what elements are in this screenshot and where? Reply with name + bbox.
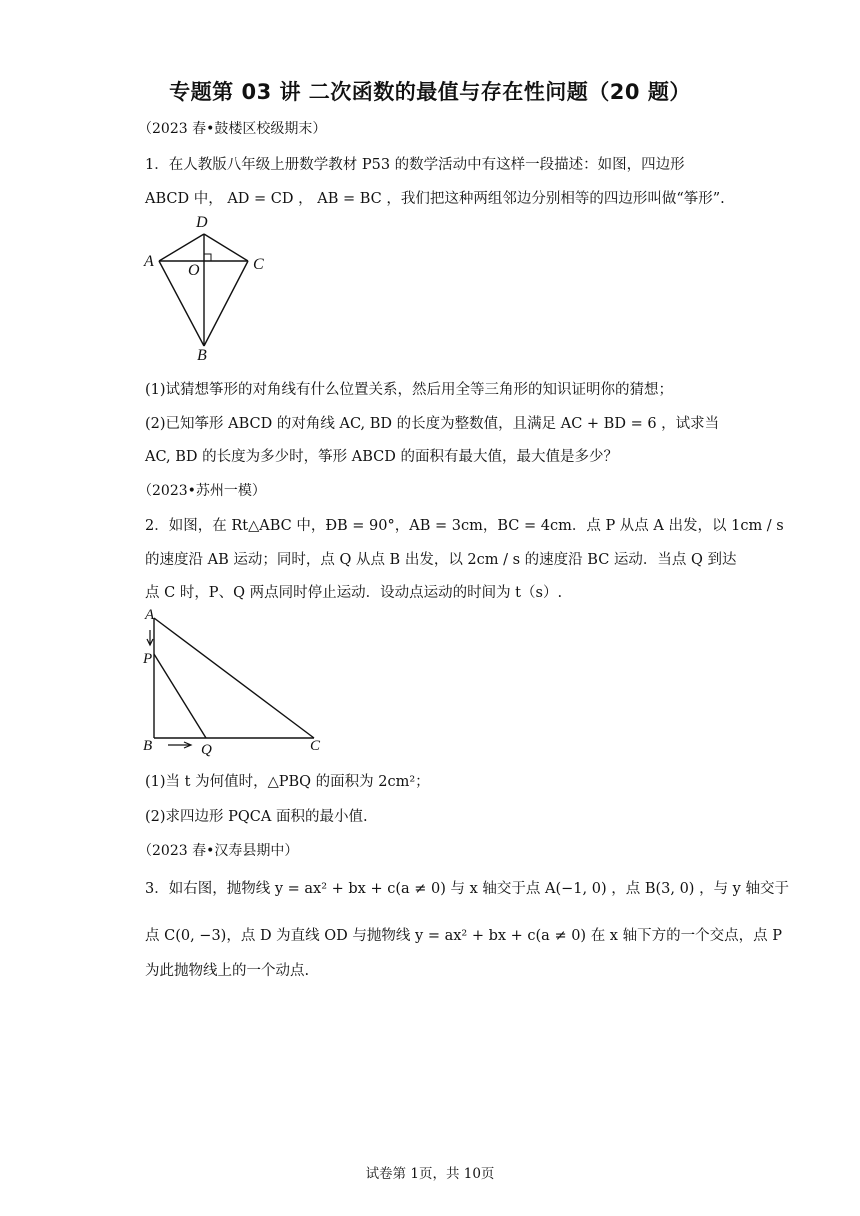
label-B: B xyxy=(143,738,153,754)
label-A: A xyxy=(145,607,155,623)
right-triangle-figure xyxy=(138,604,338,760)
q2-line2: 的速度沿 AB 运动；同时，点 Q 从点 B 出发，以 2cm / s 的速度沿 BC 运动．当点 Q 到达 xyxy=(145,552,737,568)
q3-line2: 点 C(0, −3)，点 D 为直线 OD 与抛物线 y = ax² + bx + c(a ≠ 0) 在 x 轴下方的一个交点，点 P xyxy=(145,928,782,944)
q1-part1: (1)试猜想筝形的对角线有什么位置关系，然后用全等三角形的知识证明你的猜想； xyxy=(145,382,674,398)
label-C: C xyxy=(310,738,321,754)
page-footer: 试卷第 1页，共 10页 xyxy=(365,1166,495,1182)
q3-source: （2023 春•汉寿县期中） xyxy=(138,843,299,859)
label-Q: Q xyxy=(201,742,212,758)
label-O: O xyxy=(188,262,200,279)
q1-line1: 1．在人教版八年级上册数学教材 P53 的数学活动中有这样一段描述：如图，四边形 xyxy=(145,157,685,173)
page-title: 专题第 03 讲 二次函数的最值与存在性问题（20 题） xyxy=(169,80,691,104)
q1-part2a: (2)已知筝形 ABCD 的对角线 AC, BD 的长度为整数值，且满足 AC + BD = 6 ，试求当 xyxy=(145,416,720,432)
q3-line1: 3．如右图，抛物线 y = ax² + bx + c(a ≠ 0) 与 x 轴交于点 A(−1, 0) ，点 B(3, 0) ，与 y 轴交于 xyxy=(145,881,789,897)
q2-part2: (2)求四边形 PQCA 面积的最小值. xyxy=(145,809,368,825)
label-A: A xyxy=(144,253,154,270)
q2-line1: 2．如图，在 Rt△ABC 中，ÐB = 90°，AB = 3cm，BC = 4cm．点 P 从点 A 出发，以 1cm / s xyxy=(145,518,784,534)
label-P: P xyxy=(143,651,153,667)
label-D: D xyxy=(196,214,208,231)
q1-line2: ABCD 中， AD = CD ， AB = BC ，我们把这种两组邻边分别相等的四边形叫做“筝形”. xyxy=(145,191,725,207)
label-B: B xyxy=(197,347,207,364)
kite-figure xyxy=(138,210,278,365)
q1-source: （2023 春•鼓楼区校级期末） xyxy=(138,121,327,137)
q2-source: （2023•苏州一模） xyxy=(138,483,266,499)
q1-part2b: AC, BD 的长度为多少时，筝形 ABCD 的面积有最大值，最大值是多少？ xyxy=(145,449,618,465)
q2-line3: 点 C 时，P、Q 两点同时停止运动．设动点运动的时间为 t（s）. xyxy=(145,585,563,601)
q3-line3: 为此抛物线上的一个动点. xyxy=(145,963,310,979)
label-C: C xyxy=(253,256,264,273)
q2-part1: (1)当 t 为何值时，△PBQ 的面积为 2cm²； xyxy=(145,774,430,790)
